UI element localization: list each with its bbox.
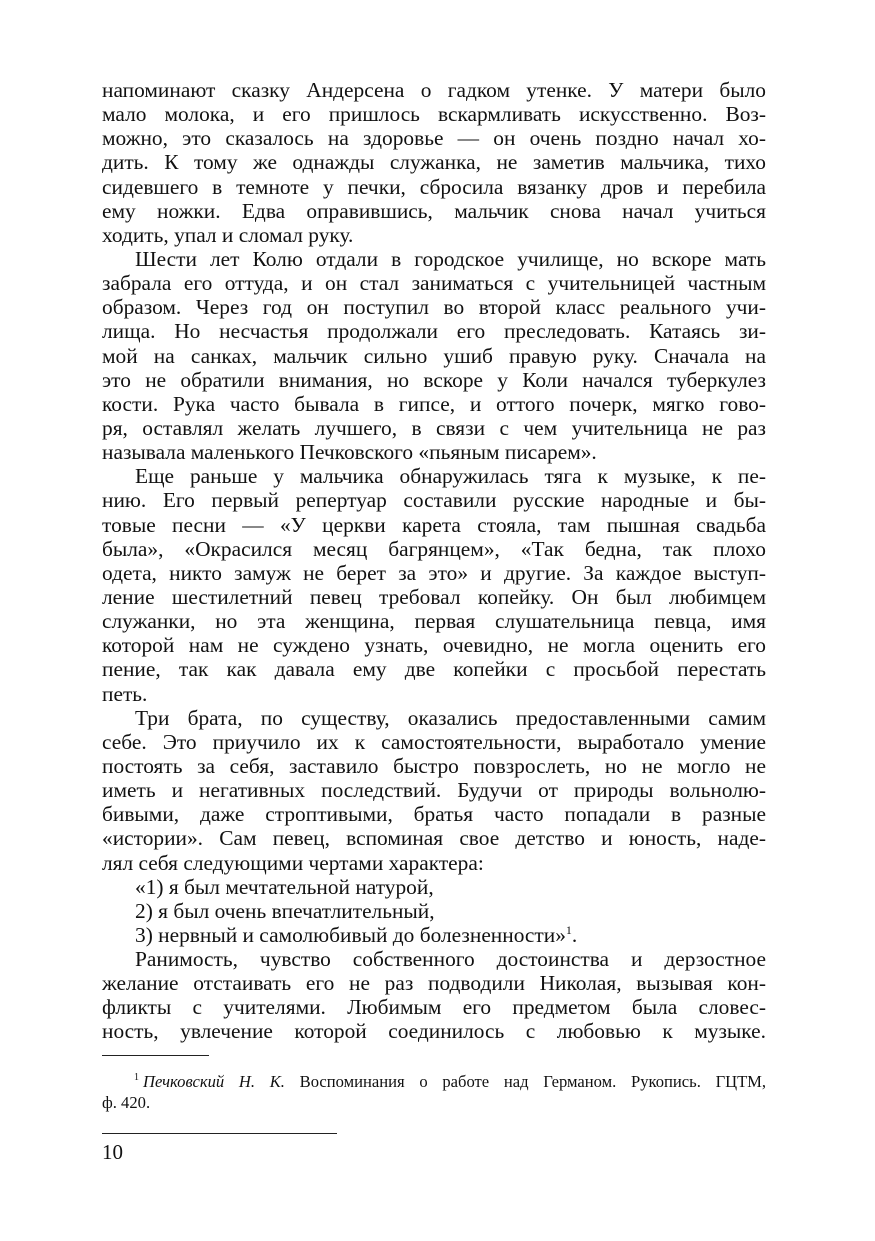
text-line-content: пение, так как давала ему две копейки с просьбой перестать — [102, 657, 766, 682]
text-line-content: Еще раньше у мальчика обнаружилась тяга к музыке, к пе- — [135, 464, 766, 489]
text-line — [102, 368, 766, 392]
text-line-content: товые песни — «У церкви карета стояла, там пышная свадьба — [102, 512, 766, 537]
text-line — [102, 271, 766, 295]
text-line-content: нию. Его первый репертуар составили русские народные и бы- — [102, 488, 766, 513]
text-line-content: ходить, упал и сломал руку. — [102, 222, 354, 247]
text-line — [102, 633, 766, 657]
text-line — [102, 585, 766, 609]
footnote-author: Печковский Н. К. — [143, 1072, 285, 1091]
text-line-content: Ранимость, чувство собственного достоинства и дерзостное — [135, 947, 766, 972]
text-line-content: желание отстаивать его не раз подводили Николая, вызывая кон- — [102, 971, 766, 996]
text-line — [102, 344, 766, 368]
text-line-content: можно, это сказалось на здоровье — он очень поздно начал хо- — [102, 126, 766, 151]
text-line-content: ему ножки. Едва оправившись, мальчик снова начал учиться — [102, 198, 766, 223]
text-line — [102, 295, 766, 319]
text-line — [102, 513, 766, 537]
footnote-text: Воспоминания о работе над Германом. Рукопись. ГЦТМ, — [299, 1072, 766, 1091]
text-line-content: дить. К тому же однажды служанка, не заметив мальчика, тихо — [102, 150, 766, 175]
page-number: 10 — [102, 1140, 123, 1164]
text-line — [102, 464, 766, 488]
text-line-content: сидевшего в темноте у печки, сбросила вязанку дров и перебила — [102, 174, 766, 199]
text-line-content: фликты с учителями. Любимым его предметом была словес- — [102, 995, 766, 1020]
text-line — [102, 730, 766, 754]
text-line — [102, 657, 766, 681]
text-line-content: «1) я был мечтательной натурой, — [135, 874, 434, 899]
text-line-content: постоять за себя, заставило быстро повзрослеть, но не могло не — [102, 753, 766, 778]
text-line — [102, 995, 766, 1019]
text-line — [102, 682, 766, 706]
text-line-suffix: . — [571, 922, 578, 947]
text-line — [102, 802, 766, 826]
text-line — [102, 609, 766, 633]
text-line — [102, 416, 766, 440]
text-line — [102, 947, 766, 971]
text-line — [102, 126, 766, 150]
text-line — [102, 78, 766, 102]
text-line-content: лял себя следующими чертами характера: — [102, 850, 484, 875]
text-line-content: ность, увлечение которой соединилось с любовью к музыке. — [102, 1019, 766, 1044]
text-line — [102, 754, 766, 778]
text-line — [102, 319, 766, 343]
text-line — [102, 175, 766, 199]
text-line — [102, 102, 766, 126]
footnote-divider — [102, 1055, 209, 1056]
text-line — [102, 440, 766, 464]
text-line-content: называла маленького Печковского «пьяным писарем». — [102, 440, 597, 465]
text-line — [102, 971, 766, 995]
text-line-content: Шести лет Колю отдали в городское училище, но вскоре мать — [135, 246, 766, 271]
text-line-content: бивыми, даже строптивыми, братья часто попадали в разные — [102, 802, 766, 827]
text-line — [102, 392, 766, 416]
text-line — [102, 706, 766, 730]
footnote-reference: 1 — [565, 922, 572, 937]
text-line — [102, 899, 766, 923]
text-line-content: кости. Рука часто бывала в гипсе, и оттого почерк, мягко гово- — [102, 391, 766, 416]
text-line — [102, 851, 766, 875]
text-line-content: это не обратили внимания, но вскоре у Коли начался туберкулез — [102, 367, 766, 392]
footnote-line-1 — [102, 1071, 766, 1092]
text-line — [102, 223, 766, 247]
page-body — [102, 78, 766, 1044]
text-line-content: Три брата, по существу, оказались предоставленными самим — [135, 705, 766, 730]
footnote-marker: 1 — [134, 1072, 139, 1084]
text-line-content: 2) я был очень впечатлительный, — [135, 898, 435, 923]
text-line-content: напоминают сказку Андерсена о гадком утенке. У матери было — [102, 78, 766, 102]
text-line-content: ление шестилетний певец требовал копейку. Он был любимцем — [102, 584, 766, 609]
text-line-content: иметь и негативных последствий. Будучи от природы вольнолю- — [102, 778, 766, 803]
text-line — [102, 826, 766, 850]
text-line — [102, 923, 766, 947]
text-line-content: 3) нервный и самолюбивый до болезненности» — [135, 922, 566, 947]
text-line-content: лища. Но несчастья продолжали его преследовать. Катаясь зи- — [102, 319, 766, 344]
text-line-content: петь. — [102, 681, 148, 706]
text-line-content: себе. Это приучило их к самостоятельности, выработало умение — [102, 729, 766, 754]
text-line — [102, 778, 766, 802]
text-line-content: забрала его оттуда, и он стал заниматься с учительницей частным — [102, 271, 766, 296]
text-line-content: ря, оставлял желать лучшего, в связи с чем учительница не раз — [102, 415, 766, 440]
text-line — [102, 488, 766, 512]
text-line-content: мало молока, и его пришлось вскармливать искусственно. Воз- — [102, 102, 766, 127]
text-line — [102, 537, 766, 561]
text-line-content: мой на санках, мальчик сильно ушиб правую руку. Сначала на — [102, 343, 766, 368]
footnote — [102, 1071, 766, 1113]
text-line — [102, 247, 766, 271]
page-number-divider — [102, 1133, 337, 1134]
text-line — [102, 1019, 766, 1043]
text-line — [102, 150, 766, 174]
text-line-content: которой нам не суждено узнать, очевидно, не могла оценить его — [102, 633, 766, 658]
text-line-content: служанки, но эта женщина, первая слушательница певца, имя — [102, 609, 766, 634]
footnote-line-2: ф. 420. — [102, 1093, 151, 1112]
text-line-content: образом. Через год он поступил во второй класс реального учи- — [102, 295, 766, 320]
text-line — [102, 561, 766, 585]
text-line — [102, 875, 766, 899]
body-text — [102, 78, 766, 1044]
text-line — [102, 199, 766, 223]
text-line-content: была», «Окрасился месяц багрянцем», «Так бедна, так плохо — [102, 536, 766, 561]
text-line-content: одета, никто замуж не берет за это» и другие. За каждое выступ- — [102, 560, 766, 585]
text-line-content: «истории». Сам певец, вспоминая свое детство и юность, наде- — [102, 826, 766, 851]
